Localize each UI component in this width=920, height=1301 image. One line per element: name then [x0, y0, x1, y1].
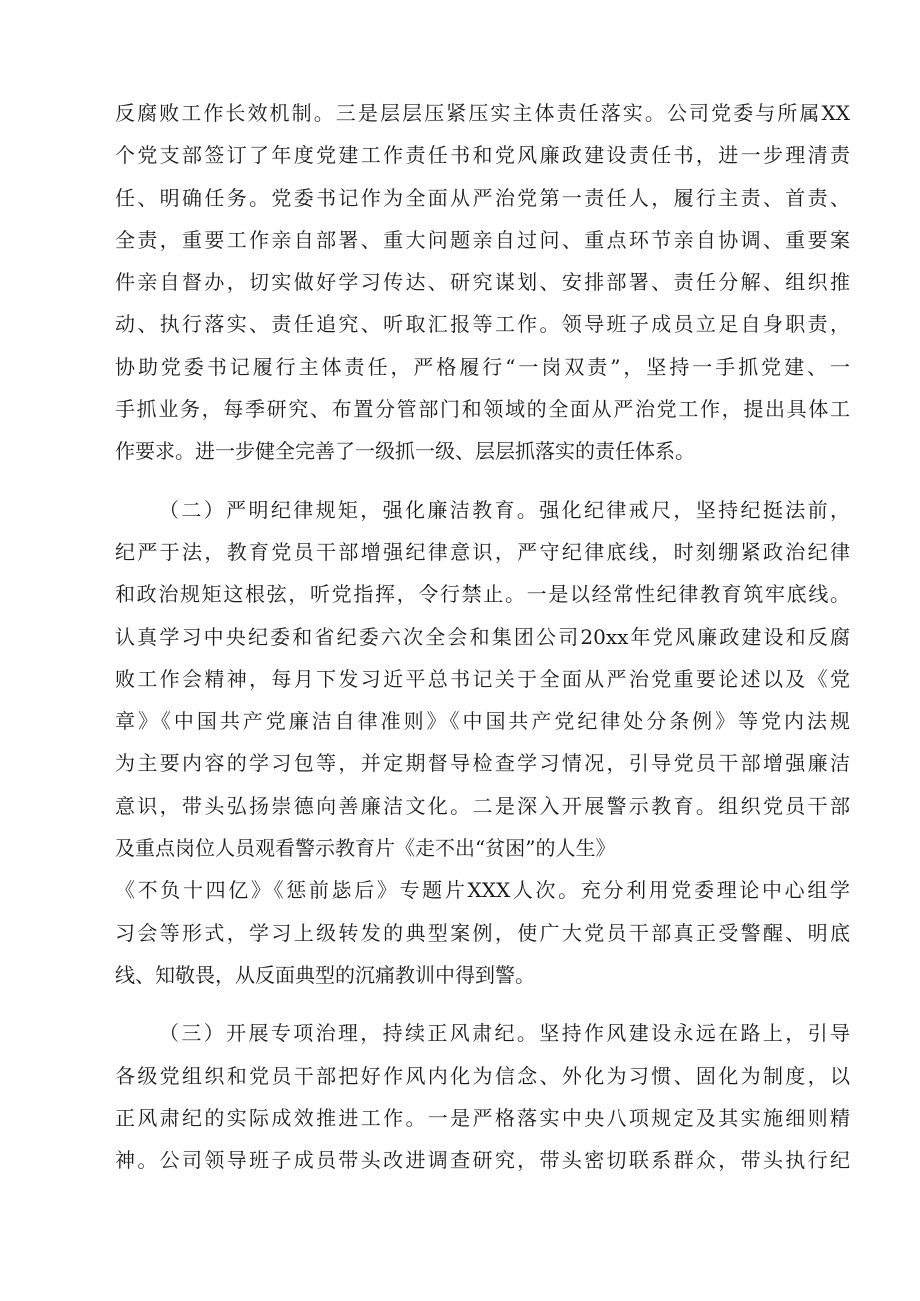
- section-heading-line: （三）开展专项治理，持续正风肃纪。坚持作风建设永远在路上，引导: [159, 1021, 850, 1046]
- text-line: 意识，带头弘扬崇德向善廉洁文化。二是深入开展警示教育。组织党员干部: [115, 793, 850, 818]
- text-line: 《不负十四亿》《惩前毖后》专题片XXX人次。充分利用党委理论中心组学: [115, 878, 850, 903]
- text-line: 手抓业务，每季研究、布置分管部门和领域的全面从严治党工作，提出具体工: [115, 397, 850, 422]
- text-line: 为主要内容的学习包等，并定期督导检查学习情况，引导党员干部增强廉洁: [115, 751, 850, 776]
- text-line: 神。公司领导班子成员带头改进调查研究，带头密切联系群众，带头执行纪: [115, 1148, 850, 1173]
- text-line: 认真学习中央纪委和省纪委六次全会和集团公司20xx年党风廉政建设和反腐: [115, 624, 850, 649]
- text-line: 线、知敬畏，从反面典型的沉痛教训中得到警。: [115, 962, 535, 987]
- text-line: 章》《中国共产党廉洁自律准则》《中国共产党纪律处分条例》等党内法规: [115, 709, 850, 734]
- text-line: 协助党委书记履行主体责任，严格履行“一岗双责”，坚持一手抓党建、一: [115, 354, 850, 379]
- text-line: 反腐败工作长效机制。三是层层压紧压实主体责任落实。公司党委与所属XX: [115, 101, 850, 125]
- text-line: 及重点岗位人员观看警示教育片《走不出“贫困”的人生》: [115, 836, 616, 861]
- text-line: 作要求。进一步健全完善了一级抓一级、层层抓落实的责任体系。: [115, 439, 695, 464]
- text-line: 件亲自督办，切实做好学习传达、研究谋划、安排部署、责任分解、组织推: [115, 270, 850, 295]
- text-line: 各级党组织和党员干部把好作风内化为信念、外化为习惯、固化为制度，以: [115, 1063, 850, 1088]
- text-line: 和政治规矩这根弦，听党指挥，令行禁止。一是以经常性纪律教育筑牢底线。: [115, 582, 850, 607]
- text-line: 习会等形式，学习上级转发的典型案例，使广大党员干部真正受警醒、明底: [115, 920, 850, 945]
- section-heading-line: （二）严明纪律规矩，强化廉洁教育。强化纪律戒尺，坚持纪挺法前，: [159, 497, 850, 522]
- text-line: 纪严于法，教育党员干部增强纪律意识，严守纪律底线，时刻绷紧政治纪律: [115, 539, 850, 564]
- text-line: 任、明确任务。党委书记作为全面从严治党第一责任人，履行主责、首责、: [115, 185, 850, 210]
- document-body: [115, 92, 850, 1181]
- text-line: 正风肃纪的实际成效推进工作。一是严格落实中央八项规定及其实施细则精: [115, 1105, 850, 1130]
- text-line: 败工作会精神，每月下发习近平总书记关于全面从严治党重要论述以及《党: [115, 666, 850, 691]
- text-line: 动、执行落实、责任追究、听取汇报等工作。领导班子成员立足自身职责，: [115, 312, 850, 337]
- text-line: 个党支部签订了年度党建工作责任书和党风廉政建设责任书，进一步理清责: [115, 143, 850, 168]
- text-line: 全责，重要工作亲自部署、重大问题亲自过问、重点环节亲自协调、重要案: [115, 227, 850, 252]
